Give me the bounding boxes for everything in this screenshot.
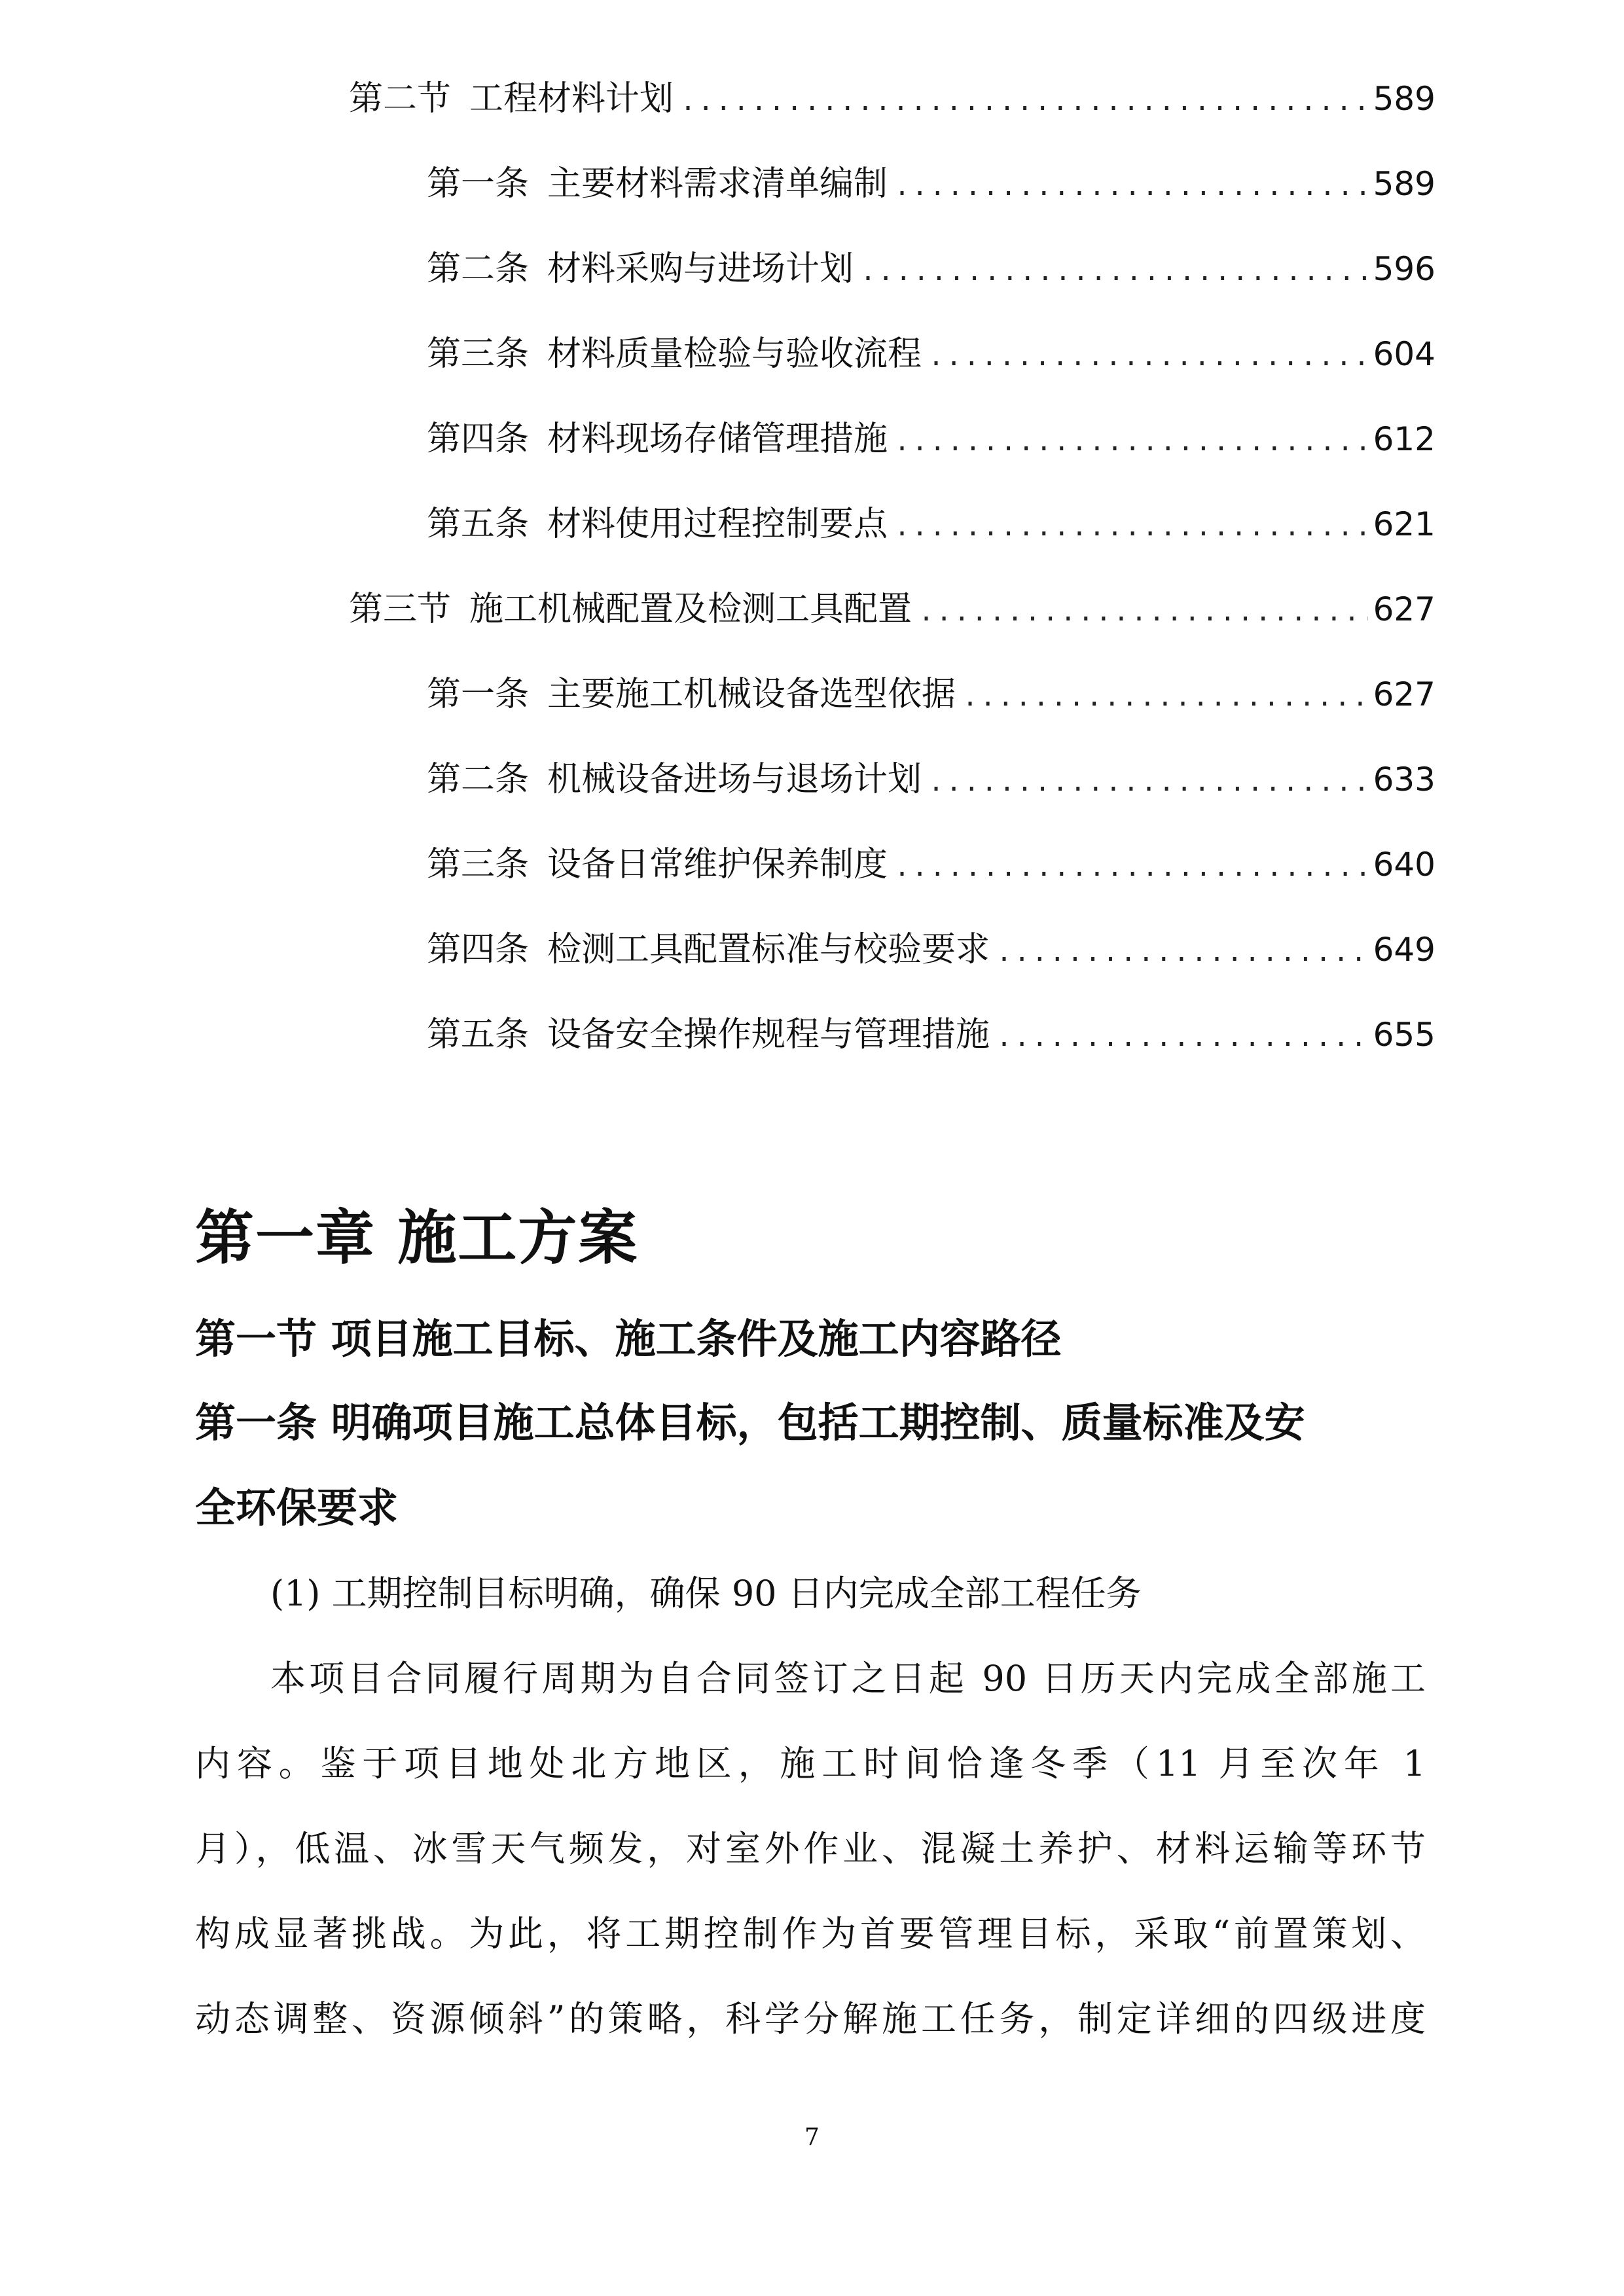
toc-title: 检测工具配置标准与校验要求 [547, 930, 990, 969]
toc-title: 材料使用过程控制要点 [547, 505, 888, 544]
paragraph-line: 构成显著挑战。为此，将工期控制作为首要管理目标，采取“前置策划、 [195, 1913, 1426, 1954]
toc-page: 640 [1373, 846, 1435, 884]
toc-page: 589 [1373, 80, 1435, 118]
toc-entry[interactable] [427, 411, 1435, 476]
toc-title: 主要施工机械设备选型依据 [547, 675, 956, 714]
dot-leader [680, 86, 1368, 117]
toc-entry[interactable] [349, 71, 1435, 136]
dot-leader [928, 767, 1368, 797]
toc-title: 施工机械配置及检测工具配置 [469, 590, 912, 629]
toc-page: 655 [1373, 1016, 1435, 1054]
page-number: 7 [804, 2124, 820, 2151]
toc-entry[interactable] [427, 156, 1435, 221]
toc-label: 第三节 [349, 590, 452, 629]
toc-label: 第二节 [349, 79, 452, 118]
dot-leader [962, 682, 1368, 712]
toc-page: 589 [1373, 165, 1435, 203]
toc-page: 627 [1373, 590, 1435, 628]
dot-leader [996, 937, 1368, 967]
paragraph-line: 本项目合同履行周期为自合同签订之日起 90 日历天内完成全部施工 [270, 1658, 1426, 1699]
chapter-heading: 第一章 施工方案 [195, 1204, 639, 1272]
dot-leader [918, 597, 1368, 627]
paragraph-line: 内容。鉴于项目地处北方地区，施工时间恰逢冬季（11 月至次年 1 [195, 1743, 1426, 1784]
toc-title: 设备安全操作规程与管理措施 [547, 1015, 990, 1054]
article-heading-line: 全环保要求 [195, 1484, 399, 1532]
toc-label: 第一条 [427, 675, 530, 714]
dot-leader [860, 257, 1368, 287]
toc-title: 设备日常维护保养制度 [547, 845, 888, 884]
toc-label: 第三条 [427, 845, 530, 884]
dot-leader [928, 342, 1368, 372]
paragraph-line: 月），低温、冰雪天气频发，对室外作业、混凝土养护、材料运输等环节 [195, 1828, 1426, 1869]
toc-title: 机械设备进场与退场计划 [547, 760, 922, 799]
toc-title: 材料现场存储管理措施 [547, 420, 888, 459]
toc-entry[interactable] [427, 666, 1435, 732]
toc-label: 第二条 [427, 249, 530, 289]
toc-entry[interactable] [349, 581, 1435, 647]
toc-label: 第三条 [427, 334, 530, 374]
dot-leader [996, 1022, 1368, 1052]
toc-label: 第四条 [427, 930, 530, 969]
subheading: (1) 工期控制目标明确，确保 90 日内完成全部工程任务 [270, 1573, 1142, 1614]
toc-entry[interactable] [427, 241, 1435, 306]
toc-entry[interactable] [427, 922, 1435, 987]
section-heading: 第一节 项目施工目标、施工条件及施工内容路径 [195, 1315, 1062, 1363]
toc-page: 633 [1373, 761, 1435, 798]
article-heading-line: 第一条 明确项目施工总体目标，包括工期控制、质量标准及安 [195, 1399, 1305, 1446]
toc-page: 649 [1373, 931, 1435, 969]
toc-label: 第四条 [427, 420, 530, 459]
toc-page: 612 [1373, 420, 1435, 458]
toc-title: 主要材料需求清单编制 [547, 164, 888, 204]
toc-entry[interactable] [427, 836, 1435, 902]
toc-label: 第二条 [427, 760, 530, 799]
toc-page: 596 [1373, 250, 1435, 288]
toc-entry[interactable] [427, 496, 1435, 562]
toc-title: 工程材料计划 [469, 79, 674, 118]
toc-page: 621 [1373, 505, 1435, 543]
toc-entry[interactable] [427, 751, 1435, 817]
toc-label: 第五条 [427, 1015, 530, 1054]
toc-entry[interactable] [427, 326, 1435, 391]
toc-title: 材料质量检验与验收流程 [547, 334, 922, 374]
dot-leader [894, 512, 1368, 542]
dot-leader [894, 171, 1368, 202]
toc-page: 627 [1373, 675, 1435, 713]
toc-label: 第一条 [427, 164, 530, 204]
toc-page: 604 [1373, 335, 1435, 373]
toc-entry[interactable] [427, 1007, 1435, 1072]
dot-leader [894, 427, 1368, 457]
paragraph-line: 动态调整、资源倾斜”的策略，科学分解施工任务，制定详细的四级进度 [195, 1998, 1426, 2039]
dot-leader [894, 852, 1368, 882]
toc-label: 第五条 [427, 505, 530, 544]
toc-title: 材料采购与进场计划 [547, 249, 854, 289]
